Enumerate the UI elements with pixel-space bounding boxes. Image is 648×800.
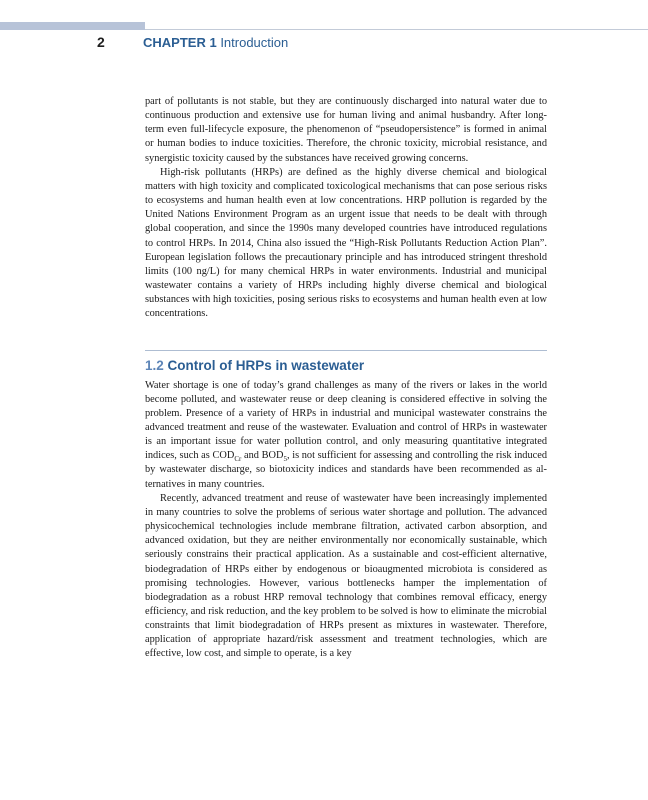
chapter-label: CHAPTER 1 (143, 35, 217, 50)
chapter-title: Introduction (220, 35, 289, 50)
section-heading (145, 358, 547, 374)
paragraph-advanced-treatment: Recently, advanced treatment and reuse of wastewater have been increasingly implemented in many countries to solve the problems of serious water shortage and pollution. The advanced physicochemical technologies include membrane filtration, activated carbon absorption, and advanced oxidation, but they are neither environmentally nor economically sustainable, which seriously constrains their practical application. As a sustainable and cost-efficient alternative, biodegradation of HRPs either by endogenous or bioaugmented microbiota is considered as promising technologies. However, various bottlenecks hamper the implementation of biodegradation as a robust HRP removal technology that combines removal efficacy, energy efficiency, and risk reduction, and the key problem to be solved is how to eliminate the microbial constraints that limit biodegradation of HRPs present as mixtures in wastewater. Therefore, application of appropriate hazard/risk assessment and treatment technologies, which are effective, low cost, and simple to operate, is a key (145, 492, 547, 660)
paragraph-hrps-definition: High-risk pollutants (HRPs) are defined as the highly diverse chemical and biological matters with high toxicity and complicated toxicological mechanisms that can pose serious risks to ecosystems and human health even at low concentrations. HRP pollution is regarded by the United Nations Environment Program as an urgent issue that needs to be dealt with through global cooperation, and since the 1990s many developed countries have introduced regulations to control HRPs. In 2014, China also issued the “High-Risk Pollutants Reduction Action Plan”. European legislation follows the precautionary principle and has introduced stringent threshold limits (100 ng/L) for many chemical HRPs in water environments. Industrial and municipal wastewater contains a variety of HRPs including highly diverse chemical and biological substances with high toxicities, posing serious risks to ecosystems and human health even at low concentrations. (145, 166, 547, 320)
paragraph-text: and BOD (241, 450, 284, 462)
paragraph-water-shortage (145, 379, 547, 492)
section-divider (145, 350, 547, 351)
paragraph-pollutants: part of pollutants is not stable, but they are continuously discharged into natural water due to continuous production and extensive use for human living and animal husbandry. After long-term even full-lifecycle exposure, the phenomenon of “pseudopersistence” is formed in animal or human bodies to induce toxicities. Therefore, the chronic toxicity, microbial resistance, and synergistic toxicity caused by the substances have received growing concerns. (145, 96, 547, 164)
paragraph-text: , is not sufficient for assessing and controlling the risk induced by wastewater discharge, so biotoxicity indices and standards have been recommended as alternatives in many countries. (145, 450, 547, 490)
header-rule (145, 29, 648, 30)
page-number: 2 (97, 34, 105, 50)
bod-subscript: 5 (283, 455, 287, 464)
running-head (143, 35, 288, 50)
body-text (145, 95, 547, 662)
paragraph-text: Water shortage is one of today’s grand challenges as many of the rivers or lakes in the world become polluted, and wastewater reuse or deep cleaning is considered effective in solving the problem. Presence of a variety of HRPs in industrial and municipal wastewater constrains the advanced treatment and reuse of the wastewater. Evaluation and control of HRPs in wastewater is an important issue for water pollution control, and only measuring quantitative integrated indices, such as COD (145, 379, 547, 462)
section-number: 1.2 (145, 357, 164, 373)
section-title: Control of HRPs in wastewater (167, 357, 365, 373)
header-decor-bar (0, 22, 145, 30)
cod-subscript: Cr (234, 455, 242, 464)
